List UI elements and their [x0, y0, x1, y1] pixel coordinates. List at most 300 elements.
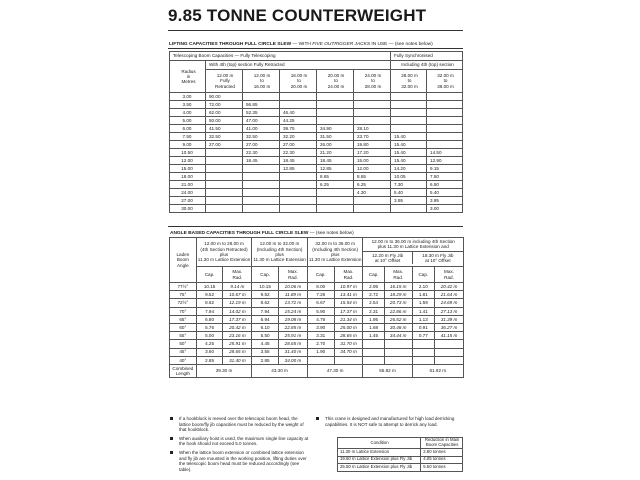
- capacity-cell: [412, 356, 434, 364]
- capacity-cell: 22.30: [243, 149, 280, 157]
- angle-cell: 65°: [170, 315, 197, 323]
- cap-header: Cap.: [412, 267, 434, 283]
- bullet-icon: [170, 437, 173, 440]
- capacity-cell: 3.60: [196, 348, 223, 356]
- table-row: [170, 332, 464, 340]
- capacity-cell: 12.90: [427, 157, 463, 165]
- capacity-cell: 1.95: [363, 315, 384, 323]
- capacity-cell: 12.85: [280, 165, 317, 173]
- capacity-cell: [317, 117, 354, 125]
- radius-cell: 25.91 m: [223, 340, 252, 348]
- capacity-cell: 2.85: [252, 356, 279, 364]
- table-row: [170, 189, 463, 197]
- table-row: [170, 165, 463, 173]
- capacity-cell: 32.50: [206, 133, 243, 141]
- radius-cell: 34.00 m: [279, 356, 308, 364]
- capacity-cell: 2.31: [363, 307, 384, 315]
- capacity-cell: [206, 157, 243, 165]
- capacity-cell: 6.50: [427, 181, 463, 189]
- max-rad-header: Max. Rad.: [435, 267, 464, 283]
- capacity-cell: [354, 109, 391, 117]
- capacity-cell: [317, 93, 354, 101]
- reduction-header: Reduction in Main Boom Capacities: [421, 438, 463, 449]
- combined-length-3: 47.30 m: [307, 364, 363, 377]
- capacity-cell: [243, 189, 280, 197]
- capacity-cell: [412, 348, 434, 356]
- capacity-cell: [391, 101, 427, 109]
- capacity-cell: 10.15: [252, 283, 279, 291]
- group-header-2: 12.00 m to 32.00 m (Including 4th Section) plus 11.30 m Lattice Extension: [252, 238, 308, 267]
- capacity-cell: 18.45: [243, 157, 280, 165]
- capacity-cell: 7.50: [427, 173, 463, 181]
- capacity-cell: [206, 197, 243, 205]
- notes-left: [170, 416, 310, 475]
- radius-cell: [384, 348, 412, 356]
- capacity-cell: 9.15: [427, 165, 463, 173]
- table-row: [170, 157, 463, 165]
- angle-capacity-table: [169, 237, 464, 378]
- column-header: 20.00 m to 24.00 m: [317, 70, 354, 93]
- radius-cell: 3.00: [170, 93, 206, 101]
- radius-cell: 20.42 m: [435, 283, 464, 291]
- capacity-cell: [354, 197, 391, 205]
- radius-cell: 6.00: [170, 125, 206, 133]
- angle-cell: 60°: [170, 323, 197, 331]
- note-item: [316, 416, 466, 427]
- column-header: 12.00 m Fully Retracted: [206, 70, 243, 93]
- capacity-cell: [363, 340, 384, 348]
- section2-title-end: — (see notes below): [308, 231, 354, 236]
- capacity-cell: 12.85: [317, 165, 354, 173]
- reduction-cell: 5.60 tonnes: [421, 464, 463, 472]
- angle-header: Laden Boom Angle: [170, 238, 197, 283]
- table-row: [170, 173, 463, 181]
- radius-cell: 28.65 m: [223, 348, 252, 356]
- table-row: [170, 93, 463, 101]
- capacity-cell: [391, 125, 427, 133]
- capacity-cell: 3.55: [252, 348, 279, 356]
- radius-cell: 27.13 m: [435, 307, 464, 315]
- capacity-cell: [391, 109, 427, 117]
- capacity-cell: [391, 117, 427, 125]
- angle-cell: 72½°: [170, 299, 197, 307]
- radius-cell: [384, 340, 412, 348]
- note-text: When auxiliary hoist is used, the maximum single line capacity at the hook should not exceed 5.0 tonnes.: [179, 435, 309, 447]
- radius-cell: 12.00: [170, 157, 206, 165]
- section1-title-italic: FIVE OUTRIGGER JACKS: [312, 42, 371, 47]
- capacity-cell: 32.20: [280, 133, 317, 141]
- section2-title: [170, 231, 354, 236]
- radius-cell: 27.00: [170, 197, 206, 205]
- group-header-synchronised: Fully Synchronised: [391, 52, 463, 61]
- capacity-cell: [206, 205, 243, 213]
- capacity-cell: [243, 165, 280, 173]
- radius-cell: 18.29 m: [384, 291, 412, 299]
- capacity-cell: [427, 109, 463, 117]
- capacity-cell: 27.00: [280, 141, 317, 149]
- capacity-cell: 2.95: [363, 283, 384, 291]
- reduction-cell: 4.05 tonnes: [421, 456, 463, 464]
- radius-cell: 10.67 m: [223, 291, 252, 299]
- capacity-cell: 15.00: [354, 157, 391, 165]
- column-header: 16.00 m to 20.00 m: [280, 70, 317, 93]
- radius-cell: 14.02 m: [223, 307, 252, 315]
- radius-cell: 20.42 m: [223, 323, 252, 331]
- radius-cell: 41.15 m: [435, 332, 464, 340]
- radius-cell: 12.19 m: [223, 299, 252, 307]
- capacity-cell: 15.40: [391, 157, 427, 165]
- page-title: 9.85 TONNE COUNTERWEIGHT: [168, 6, 427, 25]
- capacity-cell: [363, 356, 384, 364]
- capacity-cell: 4.25: [196, 340, 223, 348]
- section1-title-mid: — WITH: [291, 42, 313, 47]
- radius-cell: 21.64 m: [435, 291, 464, 299]
- capacity-cell: 1.81: [412, 291, 434, 299]
- capacity-cell: 7.94: [196, 307, 223, 315]
- table-row: [170, 181, 463, 189]
- capacity-cell: 15.40: [391, 133, 427, 141]
- capacity-cell: 1.59: [412, 299, 434, 307]
- radius-cell: 28.65 m: [279, 340, 308, 348]
- capacity-cell: [206, 189, 243, 197]
- capacity-cell: 47.00: [243, 117, 280, 125]
- column-header: 24.00 m to 28.00 m: [354, 70, 391, 93]
- capacity-cell: 14.50: [427, 149, 463, 157]
- group-header-3: 32.00 m to 36.00 m (Including 4th Section) plus 11.30 m Lattice Extension: [307, 238, 363, 267]
- capacity-cell: 15.40: [391, 149, 427, 157]
- capacity-cell: 7.30: [391, 181, 427, 189]
- capacity-cell: 1.41: [412, 307, 434, 315]
- capacity-cell: [243, 93, 280, 101]
- capacity-cell: 0.77: [412, 332, 434, 340]
- capacity-cell: 10.15: [196, 283, 223, 291]
- max-rad-header: Max. Rad.: [384, 267, 412, 283]
- note-text: This crane is designed and manufactured for high load derricking capabilities. It is NOT safe to attempt to derrick any load.: [325, 416, 455, 427]
- capacity-cell: [243, 173, 280, 181]
- table-row: [338, 456, 463, 464]
- radius-cell: 36.27 m: [435, 323, 464, 331]
- capacity-cell: 9.52: [252, 291, 279, 299]
- radius-cell: 20.73 m: [384, 299, 412, 307]
- capacity-cell: 5.90: [307, 307, 334, 315]
- capacity-cell: [391, 93, 427, 101]
- lifting-capacity-table: [169, 51, 463, 213]
- capacity-cell: [427, 101, 463, 109]
- capacity-cell: 2.54: [363, 299, 384, 307]
- capacity-cell: 39.75: [280, 125, 317, 133]
- radius-cell: 13.41 m: [334, 291, 363, 299]
- capacity-cell: [243, 181, 280, 189]
- capacity-cell: 2.70: [307, 340, 334, 348]
- capacity-cell: 32.50: [243, 133, 280, 141]
- radius-cell: 22.85 m: [279, 323, 308, 331]
- table-row: [170, 299, 464, 307]
- capacity-cell: 3.95: [427, 197, 463, 205]
- table-row: [170, 283, 464, 291]
- capacity-cell: [427, 141, 463, 149]
- capacity-cell: [206, 165, 243, 173]
- capacity-cell: 52.35: [243, 109, 280, 117]
- capacity-cell: [206, 181, 243, 189]
- cap-header: Cap.: [363, 267, 384, 283]
- radius-cell: 21.00: [170, 181, 206, 189]
- capacity-cell: 1.13: [412, 315, 434, 323]
- capacity-cell: 56.85: [243, 101, 280, 109]
- radius-cell: 30.48 m: [384, 323, 412, 331]
- subheader-including: Including 4th (top) section: [391, 61, 463, 70]
- section2-title-bold: ANGLE BASED CAPACITIES THROUGH FULL CIRCLE SLEW: [170, 231, 309, 236]
- capacity-cell: 5.50: [252, 332, 279, 340]
- radius-cell: 16.15 m: [384, 283, 412, 291]
- capacity-cell: 26.00: [317, 141, 354, 149]
- table-row: [170, 323, 464, 331]
- table-row: [170, 133, 463, 141]
- capacity-cell: [280, 197, 317, 205]
- capacity-cell: 21.20: [317, 149, 354, 157]
- radius-cell: 11.89 m: [279, 291, 308, 299]
- combined-length-4: 55.82 m: [363, 364, 412, 377]
- capacity-cell: 15.40: [391, 141, 427, 149]
- angle-cell: 50°: [170, 340, 197, 348]
- angle-cell: 55°: [170, 332, 197, 340]
- capacity-cell: [317, 109, 354, 117]
- radius-cell: 31.40 m: [279, 348, 308, 356]
- capacity-cell: 41.00: [243, 125, 280, 133]
- radius-cell: 22.86 m: [384, 307, 412, 315]
- capacity-cell: 28.10: [354, 125, 391, 133]
- capacity-cell: [317, 101, 354, 109]
- capacity-cell: 18.45: [280, 157, 317, 165]
- section1-title-bold: LIFTING CAPACITIES THROUGH FULL CIRCLE SLEW: [169, 42, 292, 47]
- capacity-cell: [427, 117, 463, 125]
- capacity-cell: 34.90: [317, 125, 354, 133]
- radius-cell: 10.50: [170, 149, 206, 157]
- radius-cell: 4.00: [170, 109, 206, 117]
- column-header: 12.00 m to 16.00 m: [243, 70, 280, 93]
- table-row: [170, 340, 464, 348]
- capacity-cell: 8.65: [317, 173, 354, 181]
- radius-cell: 21.34 m: [334, 315, 363, 323]
- table-row: [170, 101, 463, 109]
- radius-cell: 10.97 m: [334, 283, 363, 291]
- capacity-cell: 90.00: [206, 93, 243, 101]
- radius-cell: 9.00: [170, 141, 206, 149]
- column-header: 32.00 m to 36.00 m: [427, 70, 463, 93]
- capacity-cell: 2.85: [196, 356, 223, 364]
- capacity-cell: 17.20: [354, 149, 391, 157]
- capacity-cell: [363, 348, 384, 356]
- capacity-cell: 6.25: [354, 181, 391, 189]
- capacity-cell: [280, 181, 317, 189]
- radius-cell: 7.50: [170, 133, 206, 141]
- radius-cell: 25.91 m: [279, 332, 308, 340]
- group-header-4-text: 12.00 m to 36.00 m including 4th Section plus 11.30 m Lattice Extension and: [363, 238, 463, 252]
- table-row: [170, 315, 464, 323]
- capacity-cell: 2.10: [412, 283, 434, 291]
- capacity-cell: 5.40: [427, 189, 463, 197]
- radius-header: Radius in Metres: [170, 61, 206, 93]
- combined-length-label: Combined Length: [170, 364, 197, 377]
- capacity-cell: 4.76: [307, 315, 334, 323]
- capacity-cell: 10.05: [391, 173, 427, 181]
- reduction-cell: 2.80 tonnes: [421, 449, 463, 457]
- radius-cell: 24.69 m: [435, 299, 464, 307]
- bullet-icon: [170, 417, 173, 420]
- capacity-cell: 4.45: [252, 340, 279, 348]
- table-row: [338, 449, 463, 457]
- radius-cell: 15.24 m: [279, 307, 308, 315]
- capacity-cell: 62.00: [206, 109, 243, 117]
- capacity-cell: 41.50: [206, 125, 243, 133]
- capacity-cell: [307, 356, 334, 364]
- capacity-cell: [280, 205, 317, 213]
- table-row: [170, 307, 464, 315]
- radius-cell: 18.00: [170, 173, 206, 181]
- radius-cell: 19.08 m: [279, 315, 308, 323]
- capacity-cell: [354, 205, 391, 213]
- condition-header: Condition: [338, 438, 421, 449]
- capacity-cell: 50.00: [206, 117, 243, 125]
- section1-rule: [168, 48, 463, 49]
- capacity-cell: 1.68: [363, 323, 384, 331]
- table-row: [170, 356, 464, 364]
- max-rad-header: Max. Rad.: [334, 267, 363, 283]
- capacity-cell: 7.26: [307, 291, 334, 299]
- angle-cell: 70°: [170, 307, 197, 315]
- capacity-cell: 72.00: [206, 101, 243, 109]
- capacity-cell: 6.94: [252, 315, 279, 323]
- capacity-cell: 22.30: [280, 149, 317, 157]
- capacity-cell: 3.31: [307, 332, 334, 340]
- capacity-cell: 31.50: [317, 133, 354, 141]
- capacity-cell: 6.80: [196, 315, 223, 323]
- capacity-cell: [354, 101, 391, 109]
- capacity-cell: 12.00: [354, 165, 391, 173]
- capacity-cell: 44.25: [280, 117, 317, 125]
- radius-cell: 25.00 m: [334, 323, 363, 331]
- table-row: [170, 291, 464, 299]
- max-rad-header: Max. Rad.: [279, 267, 308, 283]
- condition-cell: 11.30 m Lattice Extension: [338, 449, 421, 457]
- capacity-cell: 3.95: [391, 197, 427, 205]
- capacity-cell: [280, 173, 317, 181]
- radius-cell: 17.37 m: [223, 315, 252, 323]
- title-rule: [168, 30, 463, 31]
- capacity-cell: 18.45: [317, 157, 354, 165]
- radius-cell: 31.40 m: [223, 356, 252, 364]
- capacity-cell: [280, 189, 317, 197]
- section1-title-end: IN USE — (see notes below): [370, 42, 433, 47]
- capacity-cell: 19.80: [354, 141, 391, 149]
- note-item: [170, 436, 310, 447]
- capacity-cell: [206, 149, 243, 157]
- flyjib-12-header: 12.20 m Fly Jib at 10° Offset: [363, 252, 412, 265]
- table-row: [170, 197, 463, 205]
- capacity-cell: [391, 205, 427, 213]
- radius-cell: 28.65 m: [334, 332, 363, 340]
- capacity-cell: [206, 173, 243, 181]
- bullet-icon: [316, 417, 319, 420]
- radius-cell: [435, 356, 464, 364]
- radius-cell: 23.16 m: [223, 332, 252, 340]
- radius-cell: [435, 340, 464, 348]
- capacity-cell: 5.00: [196, 332, 223, 340]
- table-row: [170, 348, 464, 356]
- radius-cell: [384, 356, 412, 364]
- angle-cell: 45°: [170, 348, 197, 356]
- cap-header: Cap.: [307, 267, 334, 283]
- condition-cell: 19.60 m Lattice Extension plus Fly Jib: [338, 456, 421, 464]
- capacity-cell: [317, 189, 354, 197]
- radius-cell: 17.37 m: [334, 307, 363, 315]
- capacity-cell: 6.10: [252, 323, 279, 331]
- capacity-cell: 5.76: [196, 323, 223, 331]
- capacity-cell: 7.94: [252, 307, 279, 315]
- capacity-cell: 6.25: [317, 181, 354, 189]
- radius-cell: [435, 348, 464, 356]
- radius-cell: 13.72 m: [279, 299, 308, 307]
- capacity-cell: 14.20: [391, 165, 427, 173]
- reduction-table: [337, 437, 463, 472]
- capacity-cell: [427, 125, 463, 133]
- radius-cell: 26.52 m: [384, 315, 412, 323]
- capacity-cell: 27.00: [206, 141, 243, 149]
- bullet-icon: [170, 451, 173, 454]
- capacity-cell: 8.65: [354, 173, 391, 181]
- capacity-cell: 3.90: [307, 323, 334, 331]
- radius-cell: 31.39 m: [435, 315, 464, 323]
- combined-length-5: 61.92 m: [412, 364, 463, 377]
- radius-cell: 30.00: [170, 205, 206, 213]
- capacity-cell: [243, 197, 280, 205]
- capacity-cell: 6.67: [307, 299, 334, 307]
- capacity-cell: [427, 133, 463, 141]
- radius-cell: 34.70 m: [334, 348, 363, 356]
- radius-cell: 31.70 m: [334, 340, 363, 348]
- condition-cell: 25.50 m Lattice Extension plus Fly Jib: [338, 464, 421, 472]
- cap-header: Cap.: [252, 267, 279, 283]
- angle-cell: 75°: [170, 291, 197, 299]
- capacity-cell: 8.62: [196, 299, 223, 307]
- capacity-cell: 1.90: [307, 348, 334, 356]
- capacity-cell: 3.00: [427, 205, 463, 213]
- capacity-cell: 8.00: [307, 283, 334, 291]
- capacity-cell: [354, 117, 391, 125]
- combined-length-1: 39.30 m: [196, 364, 252, 377]
- angle-cell: 77½°: [170, 283, 197, 291]
- section2-rule-top: [168, 226, 463, 227]
- table-row: [170, 117, 463, 125]
- capacity-cell: 9.52: [196, 291, 223, 299]
- radius-cell: 10.06 m: [279, 283, 308, 291]
- notes-right: [316, 416, 466, 430]
- table-row: [170, 125, 463, 133]
- group-header-telescoping: Telescoping Boom Capacities — Fully Telescoping: [170, 52, 391, 61]
- capacity-cell: 4.30: [354, 189, 391, 197]
- note-text: If a hookblock is reeved over the telescopic boom head, the lattice boom/fly jib capacities must be reduced by the weight of that hookblock.: [179, 416, 304, 433]
- capacity-cell: [427, 93, 463, 101]
- flyjib-18-header: 18.30 m Fly Jib at 10° Offset: [422, 252, 454, 263]
- capacity-cell: [354, 93, 391, 101]
- capacity-cell: 23.70: [354, 133, 391, 141]
- capacity-cell: [317, 205, 354, 213]
- cap-header: Cap.: [196, 267, 223, 283]
- capacity-cell: [317, 197, 354, 205]
- capacity-cell: [412, 340, 434, 348]
- table-row: [338, 464, 463, 472]
- table-row: [170, 205, 463, 213]
- combined-length-2: 43.30 m: [252, 364, 308, 377]
